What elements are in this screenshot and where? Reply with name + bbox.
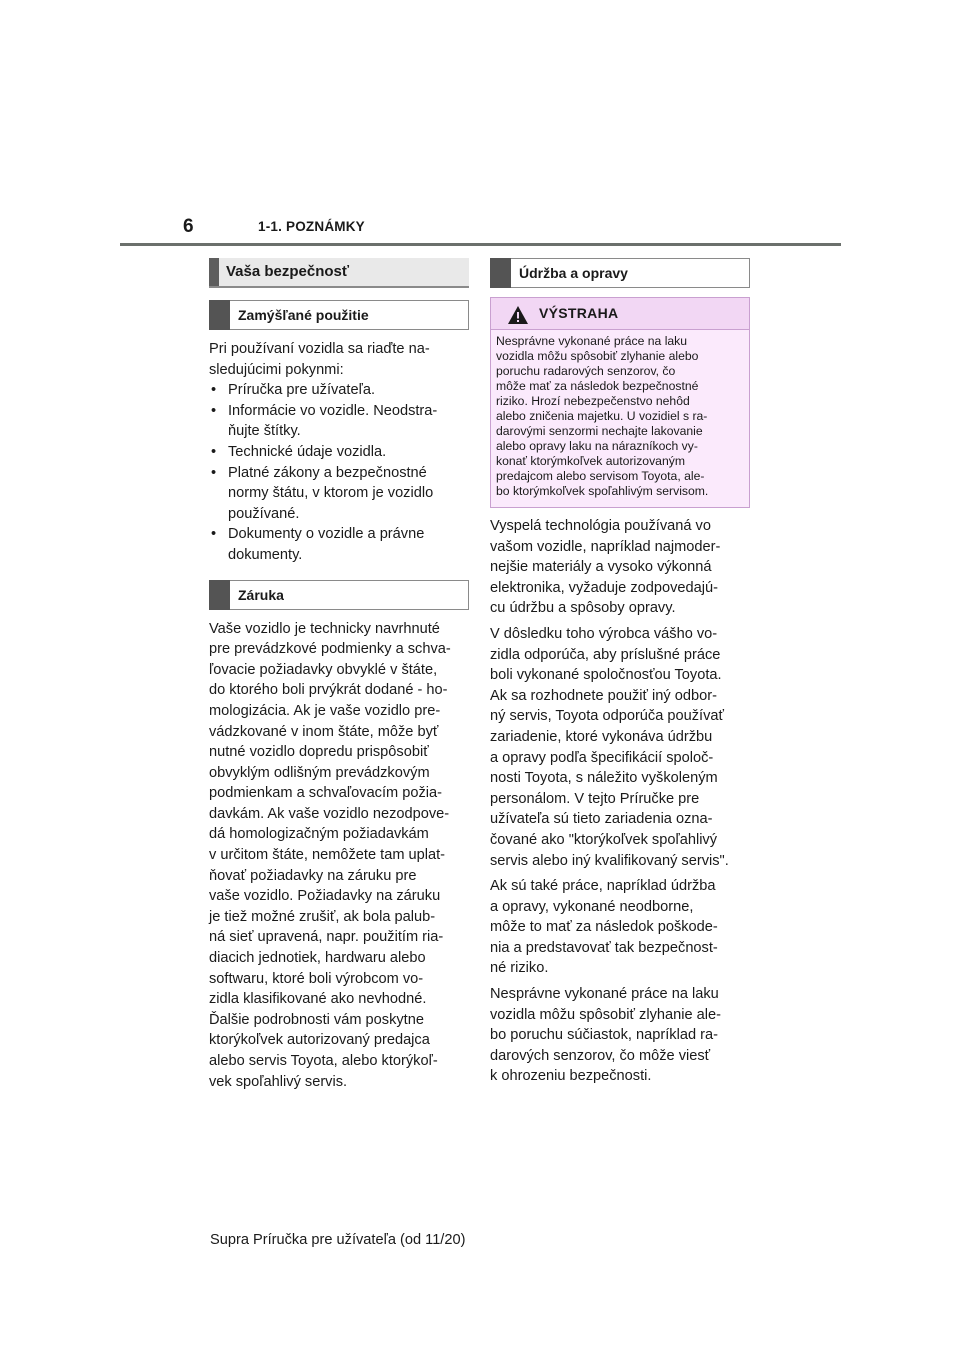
text-line: vek spoľahlivý servis. <box>209 1073 348 1090</box>
text-line: ktorýkoľvek autorizovaný predajca <box>209 1032 430 1049</box>
text-line: servis alebo iný kvalifikovaný servis". <box>490 852 729 869</box>
text-line: Ďalšie podrobnosti vám poskytne <box>209 1011 424 1028</box>
heading-bar <box>209 258 219 286</box>
paragraph-risk <box>490 876 750 979</box>
text-line: dokumenty. <box>228 546 303 563</box>
text-line: podmienkam a schvaľovacím požia- <box>209 785 442 802</box>
text-line: bo poruchu súčiastok, napríklad ra- <box>490 1027 718 1044</box>
text-line: k ohrozeniu bezpečnosti. <box>490 1068 652 1085</box>
warranty-paragraph <box>209 619 469 1093</box>
text-line: nejšie materiály a vysoko výkonná <box>490 559 712 576</box>
section-heading-safety <box>209 258 469 288</box>
text-line: obvyklým odlišným prevádzkovým <box>209 764 430 781</box>
text-line: Vyspelá technológia používaná vo <box>490 518 711 534</box>
text-line: personálom. V tejto Príručke pre <box>490 790 700 807</box>
text-line: Platné zákony a bezpečnostné <box>228 464 427 481</box>
text-line: diacich jednotiek, hardwaru alebo <box>209 950 426 967</box>
chapter-title: 1-1. POZNÁMKY <box>258 219 365 234</box>
text-line: ňujte štítky. <box>228 423 301 440</box>
text-line: riziko. Hrozí nebezpečenstvo nehôd <box>496 394 690 408</box>
list-item <box>209 380 469 401</box>
text-line: vašom vozidle, napríklad najmoder- <box>490 538 721 555</box>
text-line: dá homologizačným požiadavkám <box>209 826 429 843</box>
list-item <box>209 463 469 525</box>
text-line: cu údržbu a spôsoby opravy. <box>490 600 676 617</box>
text-line: mologizácia. Ak je vaše vozidlo pre- <box>209 702 441 719</box>
text-line: darovými senzormi nechajte lakovanie <box>496 424 703 438</box>
text-line: normy štátu, v ktorom je vozidlo <box>228 485 434 502</box>
text-line: Pri používaní vozidla sa riaďte na- <box>209 341 430 357</box>
page-footer: Supra Príručka pre užívateľa (od 11/20) <box>210 1232 466 1248</box>
list-item <box>209 524 469 565</box>
text-line: Ak sa rozhodnete použiť iný odbor- <box>490 687 717 704</box>
text-line: boli vykonané spoločnosťou Toyota. <box>490 667 722 684</box>
text-line: alebo opravy laku na nárazníkoch vy- <box>496 439 698 453</box>
text-line: a opravy podľa špecifikácií spoloč- <box>490 749 714 766</box>
text-line: môže to mať za následok poškode- <box>490 919 718 936</box>
text-line: zidla klasifikované ako nevhodné. <box>209 991 427 1008</box>
text-line: užívateľa sú tieto zariadenia ozna- <box>490 811 713 828</box>
text-line: ný servis, Toyota odporúča používať <box>490 708 724 725</box>
list-item <box>209 442 469 463</box>
text-line: Dokumenty o vozidle a právne <box>228 526 425 543</box>
instructions-list <box>209 380 469 565</box>
text-line: čované ako "ktorýkoľvek spoľahlivý <box>490 831 718 848</box>
text-line: davkám. Ak vaše vozidlo nezodpove- <box>209 805 450 822</box>
warning-box <box>490 297 750 508</box>
section-heading-text: Vaša bezpečnosť <box>226 263 350 280</box>
subheading-intended-use <box>209 300 469 330</box>
header-divider <box>120 243 841 246</box>
warning-triangle-icon <box>507 305 529 325</box>
list-item <box>209 401 469 442</box>
left-column <box>209 258 469 1092</box>
paragraph-technology <box>490 516 750 619</box>
text-line: predajcom alebo servisom Toyota, ale- <box>496 469 705 483</box>
text-line: nosti Toyota, s náležito vyškoleným <box>490 770 718 787</box>
subheading-bar <box>490 258 511 288</box>
text-line: vaše vozidlo. Požiadavky na záruku <box>209 888 441 905</box>
text-line: ľovacie požiadavky obvyklé v štáte, <box>209 661 438 678</box>
intro-paragraph <box>209 339 469 380</box>
subheading-maintenance <box>490 258 750 288</box>
text-line: používané. <box>228 505 300 522</box>
text-line: bo ktorýmkoľvek spoľahlivým servisom. <box>496 484 709 498</box>
subheading-text: Údržba a opravy <box>519 265 628 281</box>
text-line: Vaše vozidlo je technicky navrhnuté <box>209 620 440 637</box>
subheading-text: Záruka <box>238 586 284 603</box>
paragraph-recommendation <box>490 624 750 871</box>
text-line: v určitom štáte, nemôžete tam uplat- <box>209 847 446 864</box>
text-line: vozidla môžu spôsobiť zlyhanie alebo <box>496 349 699 363</box>
subheading-warranty <box>209 580 469 610</box>
text-line: nia a predstavovať tak bezpečnost- <box>490 939 718 956</box>
text-line: softwaru, ktoré boli výrobcom vo- <box>209 970 424 987</box>
warning-body <box>491 330 749 507</box>
warning-header <box>491 298 749 330</box>
subheading-bar <box>209 580 230 610</box>
text-line: môže mať za následok bezpečnostné <box>496 379 699 393</box>
text-line: konať ktorýmkoľvek autorizovaným <box>496 454 685 468</box>
text-line: poruchu radarových senzorov, čo <box>496 364 676 378</box>
text-line: zariadenie, ktoré vykonáva údržbu <box>490 728 713 745</box>
text-line: ňovať požiadavky na záruku pre <box>209 867 417 884</box>
right-column <box>490 258 750 1087</box>
text-line: zidla odporúča, aby príslušné práce <box>490 646 721 663</box>
text-line: né riziko. <box>490 960 549 977</box>
text-line: Nesprávne vykonané práce na laku <box>490 986 719 1003</box>
warning-title: VÝSTRAHA <box>539 305 619 321</box>
text-line: sledujúcimi pokynmi: <box>209 361 344 378</box>
paragraph-paint-warning <box>490 984 750 1087</box>
text-line: elektronika, vyžaduje zodpovedajú- <box>490 579 718 596</box>
text-line: pre prevádzkové podmienky a schva- <box>209 641 451 658</box>
text-line: Informácie vo vozidle. Neodstra- <box>228 402 438 419</box>
text-line: vozidla môžu spôsobiť zlyhanie ale- <box>490 1006 721 1023</box>
text-line: Ak sú také práce, napríklad údržba <box>490 878 716 895</box>
text-line: darových senzorov, čo môže viesť <box>490 1047 711 1064</box>
text-line: ná sieť upravená, napr. použitím ria- <box>209 929 444 946</box>
text-line: alebo zničenia majetku. U vozidiel s ra- <box>496 409 708 423</box>
text-line: a opravy, vykonané neodborne, <box>490 898 694 915</box>
subheading-text: Zamýšľané použitie <box>238 307 369 323</box>
page-number: 6 <box>183 216 194 237</box>
subheading-bar <box>209 300 230 330</box>
text-line: je tiež možné zrušiť, ak bola palub- <box>209 908 436 925</box>
text-line: nutné vozidlo dopredu prispôsobiť <box>209 744 429 761</box>
text-line: Technické údaje vozidla. <box>228 443 387 460</box>
text-line: V dôsledku toho výrobca vášho vo- <box>490 625 718 642</box>
text-line: alebo servis Toyota, alebo ktorýkoľ- <box>209 1053 438 1069</box>
text-line: do ktorého boli prvýkrát dodané - ho- <box>209 682 448 699</box>
text-line: Príručka pre užívateľa. <box>228 382 376 399</box>
text-line: Nesprávne vykonané práce na laku <box>496 334 688 348</box>
text-line: vádzkované v inom štáte, môže byť <box>209 723 439 740</box>
